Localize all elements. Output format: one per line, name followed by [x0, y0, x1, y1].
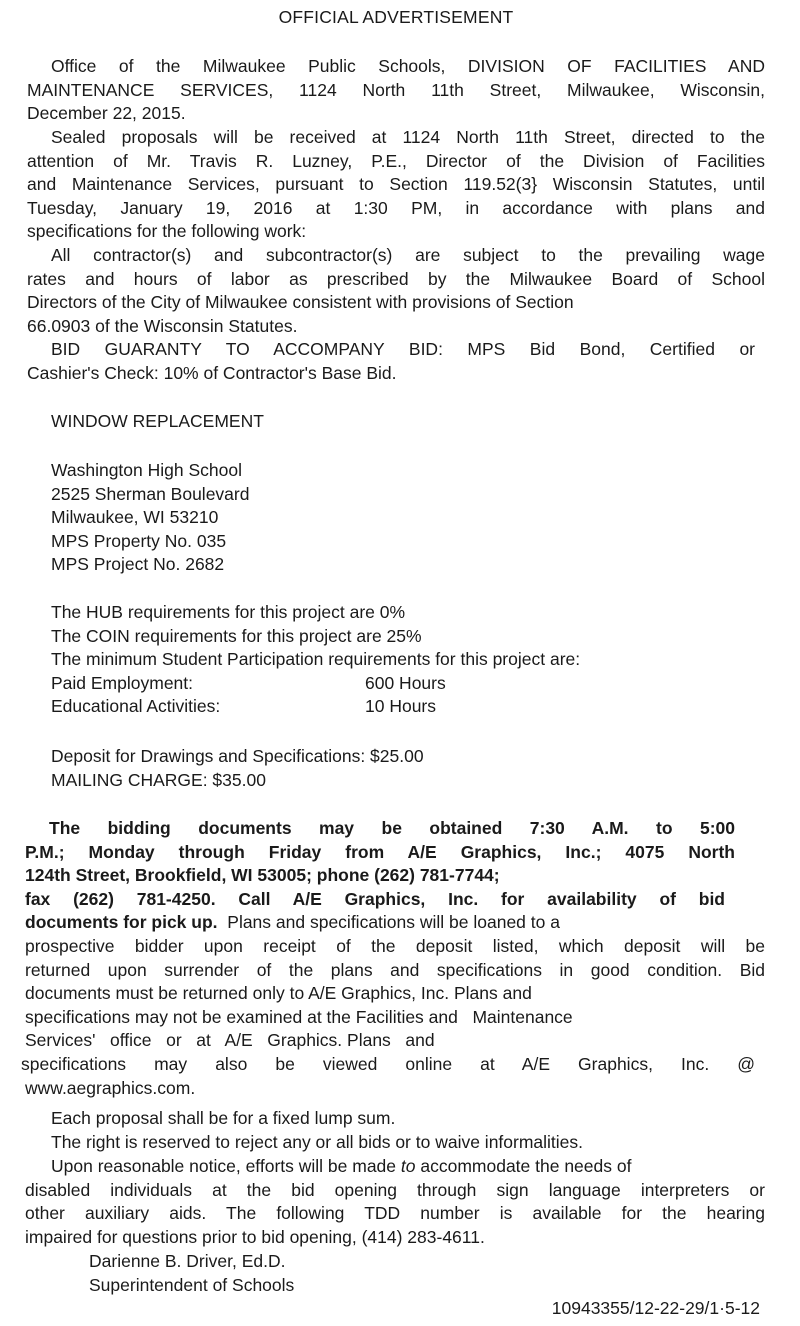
coin-requirement: The COIN requirements for this project are 25% [51, 625, 422, 646]
signatory-title: Superintendent of Schools [89, 1274, 295, 1295]
signatory-name: Darienne B. Driver, Ed.D. [89, 1251, 286, 1271]
intro-line: MAINTENANCE SERVICES, 1124 North 11th Street, Milwaukee, Wisconsin, [27, 79, 765, 100]
bidding-line: returned upon surrender of the plans and specifications in good condition. Bid [25, 959, 765, 980]
accommodation-line [25, 1155, 765, 1179]
bidding-bold-line: 124th Street, Brookfield, WI 53005; phone (262) 781-7744; [25, 865, 500, 886]
sealed-line: Tuesday, January 19, 2016 at 1:30 PM, in accordance with plans and [27, 197, 765, 218]
intro-line: Office of the Milwaukee Public Schools, DIVISION OF FACILITIES AND [51, 56, 765, 76]
rights-reserved-paragraph: The right is reserved to reject any or all bids or to waive informalities. [51, 1132, 584, 1152]
bid-guaranty-paragraph [27, 338, 765, 385]
project-number: MPS Project No. 2682 [51, 554, 225, 575]
wage-line: All contractor(s) and subcontractor(s) are subject to the prevailing wage [51, 245, 765, 265]
guaranty-line: BID GUARANTY TO ACCOMPANY BID: MPS Bid Bond, Certified or [51, 339, 755, 359]
school-street: 2525 Sherman Boulevard [51, 483, 250, 504]
student-requirement: The minimum Student Participation requirements for this project are: [51, 649, 581, 670]
accommodation-text: accommodate the needs of [415, 1156, 632, 1176]
property-number: MPS Property No. 035 [51, 530, 227, 551]
wage-line: rates and hours of labor as prescribed by the Milwaukee Board of School [27, 268, 765, 289]
bidding-bold-lead: documents for pick up. [25, 912, 218, 933]
website-link[interactable]: www.aegraphics.com. [25, 1077, 196, 1098]
sealed-proposals-paragraph [27, 126, 765, 244]
school-name: Washington High School [51, 460, 242, 480]
fees-section [51, 745, 789, 792]
bidding-lead-rest: Plans and specifications will be loaned to a [227, 912, 560, 933]
bidding-line: specifications may also be viewed online at A/E Graphics, Inc. @ [21, 1053, 755, 1074]
accommodation-italic: to [400, 1156, 416, 1176]
bidding-mixed-line [25, 911, 765, 935]
sealed-line: and Maintenance Services, pursuant to Section 119.52(3} Wisconsin Statutes, until [27, 174, 765, 195]
deposit-fee: Deposit for Drawings and Specifications: $25.00 [51, 746, 424, 766]
accommodation-line: impaired for questions prior to bid opening, (414) 283-4611. [25, 1226, 485, 1247]
hub-requirement: The HUB requirements for this project are 0% [51, 602, 406, 622]
document-title: OFFICIAL ADVERTISEMENT [278, 7, 514, 27]
accommodation-text: Upon reasonable notice, efforts will be made [51, 1156, 401, 1176]
signature-block [89, 1250, 800, 1297]
accommodation-paragraph [25, 1155, 765, 1249]
sealed-line: Sealed proposals will be received at 1124 North 11th Street, directed to the [51, 127, 765, 147]
requirement-value: 10 Hours [365, 696, 437, 717]
school-city: Milwaukee, WI 53210 [51, 507, 219, 528]
bidding-documents-paragraph [21, 817, 765, 1100]
bidding-bold-line: fax (262) 781-4250. Call A/E Graphics, Inc. for availability of bid [25, 888, 725, 909]
bidding-line: Services' office or at A/E Graphics. Plans and [25, 1030, 435, 1051]
project-location [51, 459, 789, 577]
bidding-line: specifications may not be examined at the Facilities and Maintenance [25, 1006, 573, 1027]
bidding-bold-line: P.M.; Monday through Friday from A/E Graphics, Inc.; 4075 North [25, 841, 735, 862]
mailing-charge: MAILING CHARGE: $35.00 [51, 769, 266, 790]
accommodation-line: disabled individuals at the bid opening through sign language interpreters or [25, 1179, 765, 1200]
requirement-value: 600 Hours [365, 672, 446, 693]
wage-line: Directors of the City of Milwaukee consistent with provisions of Section [27, 292, 574, 313]
accommodation-line: other auxiliary aids. The following TDD number is available for the hearing [25, 1203, 765, 1224]
project-heading: WINDOW REPLACEMENT [51, 411, 264, 431]
requirement-label: Paid Employment: [51, 672, 194, 693]
guaranty-line: Cashier's Check: 10% of Contractor's Base Bid. [27, 362, 397, 383]
requirement-label: Educational Activities: [51, 696, 221, 717]
reference-number: 10943355/12-22-29/1·5-12 [551, 1298, 760, 1318]
intro-paragraph [27, 55, 765, 126]
wage-line: 66.0903 of the Wisconsin Statutes. [27, 315, 298, 336]
bidding-bold-line: The bidding documents may be obtained 7:30 A.M. to 5:00 [49, 818, 735, 838]
requirement-row [51, 672, 789, 696]
bidding-line: documents must be returned only to A/E Graphics, Inc. Plans and [25, 983, 532, 1004]
requirements-section [51, 601, 789, 719]
intro-line: December 22, 2015. [27, 103, 186, 124]
bidding-line: prospective bidder upon receipt of the deposit listed, which deposit will be [25, 935, 765, 956]
requirement-row [51, 695, 789, 719]
prevailing-wage-paragraph [27, 244, 765, 338]
sealed-line: attention of Mr. Travis R. Luzney, P.E., Director of the Division of Facilities [27, 150, 765, 171]
sealed-line: specifications for the following work: [27, 221, 307, 242]
lump-sum-paragraph: Each proposal shall be for a fixed lump sum. [51, 1108, 396, 1128]
